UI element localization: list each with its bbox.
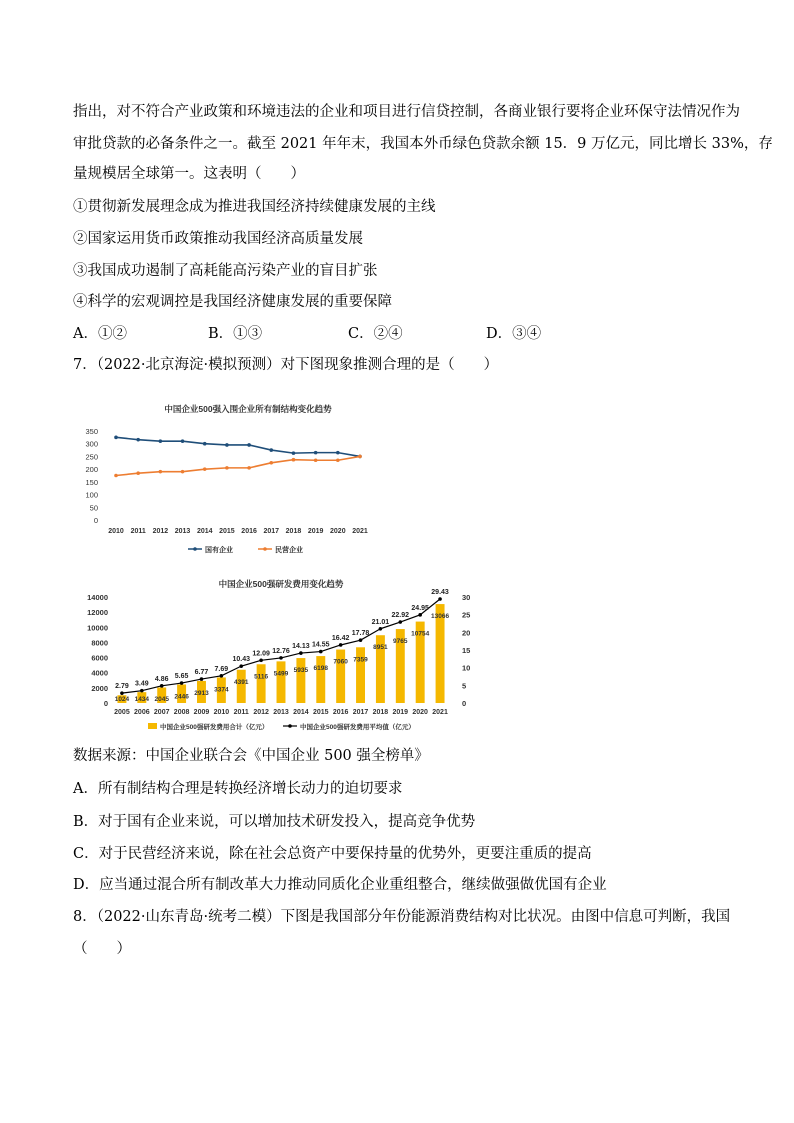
chart1-xtick: 2014 [196,528,213,535]
chart2-legend-bar-label: 中国企业500强研发费用合计（亿元） [160,724,269,731]
paragraph-line-1: 指出，对不符合产业政策和环境违法的企业和项目进行信贷控制，各商业银行要将企业环保守法情况作为 [73,104,740,120]
chart2-average-point [418,613,422,617]
chart1-xtick: 2018 [285,528,302,535]
chart1-point [247,466,251,470]
q7-option-d: D．应当通过混合所有制改革大力推动同质化企业重组整合，继续做强做优国有企业 [73,877,607,893]
chart2-average-point [359,638,363,642]
chart1-xtick: 2010 [108,528,124,535]
chart1-ytick: 100 [85,490,98,500]
chart1-legend-label-2: 民营企业 [275,547,303,554]
chart2-xtick: 2015 [312,709,329,716]
chart2-xtick: 2019 [392,709,409,716]
chart2-average-point [279,656,283,660]
chart1-point [181,470,185,474]
chart1-ytick: 250 [85,452,98,462]
chart2-ytick-left: 0 [103,699,108,708]
chart2-average-point [160,684,164,688]
chart2-bar-label: 5499 [273,670,289,678]
chart2-bar-label: 8951 [373,644,388,652]
chart1-point [136,471,140,475]
chart2-xtick: 2005 [114,709,130,716]
chart2-ytick-right: 10 [462,663,471,673]
chart2-average-point [140,689,144,693]
chart1-point [114,436,118,440]
chart1-point [269,461,273,465]
chart2-xtick: 2021 [432,709,448,716]
chart2-bar-label: 2045 [154,696,169,703]
chart1-point [181,439,185,443]
chart1-xtick: 2012 [152,528,169,535]
chart2-average-point [220,674,224,678]
chart2-ytick-left: 10000 [87,623,108,633]
statement-3: ③我国成功遏制了高耗能高污染产业的盲目扩张 [73,263,378,279]
chart2-bar-label: 4391 [234,678,249,686]
chart1-ytick: 50 [89,503,98,513]
chart2-bar-label: 5116 [254,673,269,681]
chart2-bar-label: 10754 [411,630,430,638]
statement-2: ②国家运用货币政策推动我国经济高质量发展 [73,231,363,247]
chart2-average-label: 29.43 [431,589,449,597]
chart1-xtick: 2015 [219,528,235,535]
chart2-bar [316,656,325,703]
q8-stem-line-1: 8．（2022·山东青岛·统考二模）下图是我国部分年份能源消费结构对比状况。由图中信息可判断，我国 [73,909,731,925]
chart1-legend-label-1: 国有企业 [205,547,233,554]
chart2-ytick-right: 0 [462,699,467,708]
chart2-average-point [239,664,243,668]
chart2-average-label: 12.76 [272,647,290,655]
chart2-ytick-right: 15 [462,646,471,655]
chart1-legend-marker-1 [193,547,197,551]
chart2-bar [237,670,246,703]
chart1-point [336,451,340,455]
chart1-legend-marker-2 [263,547,267,551]
chart1-point [247,443,251,447]
chart1-series-line-2 [116,456,360,475]
statement-1: ①贯彻新发展理念成为推进我国经济持续健康发展的主线 [73,199,436,215]
chart2-average-label: 14.55 [311,641,330,649]
chart1-point [159,439,163,443]
chart2-xtick: 2009 [193,709,210,716]
chart1-ytick: 300 [85,439,98,449]
chart2-average-label: 6.77 [194,669,209,677]
q7-option-b: B．对于国有企业来说，可以增加技术研发投入，提高竞争优势 [73,814,476,830]
chart2-xtick: 2020 [412,709,428,716]
chart1-point [314,458,318,462]
chart1-point [203,467,207,471]
chart2-bar-label: 7060 [333,658,348,666]
paragraph-line-2: 审批贷款的必备条件之一。截至 2021 年年末，我国本外币绿色贷款余额 15．9 万亿元，同比增长 33%，存 [73,136,773,152]
chart1-title: 中国企业500强入围企业所有制结构变化趋势 [164,404,332,414]
q7-option-a: A．所有制结构合理是转换经济增长动力的迫切要求 [73,781,403,797]
chart1-ytick: 200 [85,465,98,475]
chart1-xtick: 2011 [130,528,146,535]
chart2-bar-label: 2913 [194,689,209,697]
chart2-ytick-left: 8000 [91,638,108,648]
chart2-bar-label: 13066 [431,613,450,621]
chart2-average-label: 16.42 [331,634,350,642]
chart2-bar-label: 1024 [114,696,130,703]
chart2-average-point [200,677,204,681]
chart2-average-label: 14.13 [292,643,310,651]
chart2-bar-label: 5935 [293,667,309,675]
option-b: B．①③ [208,326,263,342]
chart1-ytick: 0 [93,516,98,525]
chart2-ytick-right: 20 [462,628,471,638]
chart2-xtick: 2006 [134,709,150,716]
q8-stem-line-2: （ ） [73,941,131,957]
chart1-ytick: 350 [85,427,98,436]
chart2-average-point [398,620,402,624]
chart2-xtick: 2008 [173,709,190,716]
statement-4: ④科学的宏观调控是我国经济健康发展的重要保障 [73,294,392,310]
paragraph-line-3: 量规模居全球第一。这表明（ ） [73,166,305,182]
chart2-ytick-left: 6000 [91,653,108,663]
chart1-xtick: 2016 [241,528,257,535]
chart2-xtick: 2007 [153,709,170,716]
chart2-bar-label: 2446 [174,693,189,701]
chart2-xtick: 2014 [293,709,309,716]
chart2-average-label: 4.86 [154,675,169,683]
chart2-legend-line-marker [288,724,292,728]
chart2-legend-line-label: 中国企业500强研发费用平均值（亿元） [300,724,415,731]
chart2-bar-label: 7359 [353,656,368,664]
chart1-point [292,458,296,462]
data-source: 数据来源：中国企业联合会《中国企业 500 强全榜单》 [73,748,429,764]
chart1-xtick: 2020 [330,528,346,535]
chart2-average-point [180,681,184,685]
option-d: D．③④ [486,326,542,342]
chart2-average-label: 22.92 [391,612,410,620]
chart2-bar [277,661,286,703]
chart2-ytick-right: 25 [462,610,471,620]
chart1-point [292,451,296,455]
chart2-xtick: 2018 [372,709,389,716]
chart2-ytick-left: 4000 [91,668,108,678]
chart2-bar [257,664,266,703]
chart2-ytick-right: 5 [462,681,467,691]
chart1-xtick: 2021 [352,528,368,535]
chart2-average-label: 5.65 [174,673,189,681]
chart1-point [269,448,273,452]
chart2-average-point [438,597,442,601]
chart2-bar-label: 6198 [313,665,328,673]
option-a: A．①② [73,326,127,342]
chart2-bar-label: 3374 [214,686,229,694]
chart1-point [336,458,340,462]
chart2-average-point [379,627,383,631]
chart2-xtick: 2017 [352,709,369,716]
chart1-series-line-1 [116,437,360,456]
chart2-average-point [299,651,303,655]
rd-expense-chart [78,575,478,735]
chart2-bar [296,658,305,703]
option-c: C．②④ [348,326,403,342]
chart2-average-label: 2.79 [115,683,129,691]
chart1-point [314,451,318,455]
chart2-legend-bar-swatch [148,723,157,729]
chart2-xtick: 2010 [213,709,230,716]
chart2-ytick-left: 12000 [87,608,108,618]
chart2-average-point [319,650,323,654]
chart1-point [203,442,207,446]
chart1-point [358,455,362,459]
chart2-average-point [259,658,263,662]
chart2-average-label: 10.43 [232,656,251,664]
chart1-point [159,470,163,474]
chart2-average-label: 24.95 [411,604,429,612]
chart1-point [225,466,229,470]
chart2-average-label: 3.49 [135,680,149,688]
chart2-xtick: 2016 [332,709,349,716]
chart2-bar-label: 9765 [393,638,408,646]
chart2-average-label: 7.69 [214,665,229,673]
chart2-xtick: 2012 [253,709,269,716]
chart2-bar-label: 1434 [134,696,150,703]
chart2-average-label: 17.78 [351,630,370,638]
chart2-average-label: 21.01 [371,618,390,626]
chart2-xtick: 2013 [273,709,289,716]
chart2-average-point [339,643,343,647]
chart1-xtick: 2013 [174,528,191,535]
chart1-xtick: 2017 [263,528,280,535]
chart1-point [136,438,140,442]
ownership-structure-chart [78,398,390,560]
chart1-point [114,474,118,478]
chart1-xtick: 2019 [307,528,324,535]
chart2-average-label: 12.09 [252,650,270,658]
chart2-title: 中国企业500强研发费用变化趋势 [218,579,344,589]
chart2-ytick-right: 30 [462,593,471,602]
q7-option-c: C．对于民营经济来说，除在社会总资产中要保持量的优势外，更要注重质的提高 [73,846,592,862]
q7-stem: 7．（2022·北京海淀·模拟预测）对下图现象推测合理的是（ ） [73,357,499,373]
chart2-average-point [120,691,124,695]
chart2-ytick-left: 2000 [91,683,108,693]
chart2-ytick-left: 14000 [87,593,108,602]
chart1-point [225,443,229,447]
chart1-ytick: 150 [85,477,98,487]
chart2-xtick: 2011 [233,709,249,716]
